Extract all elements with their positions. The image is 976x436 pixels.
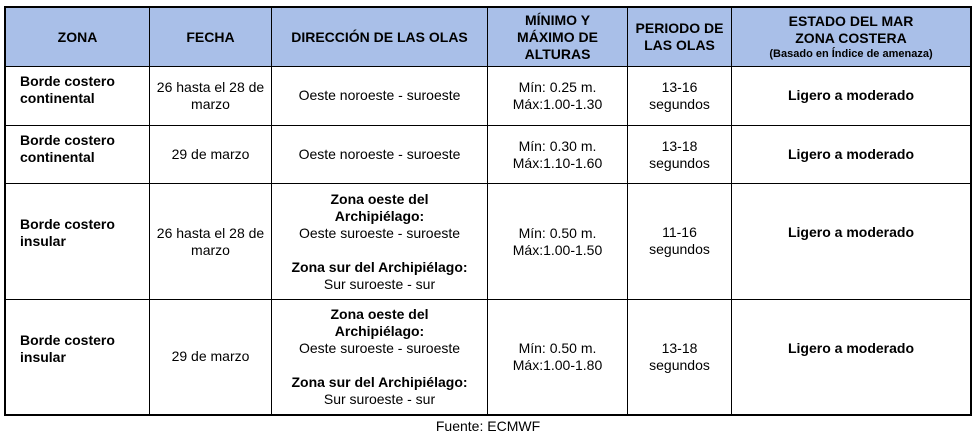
cell-direccion: [272, 299, 488, 414]
cell-zona: [6, 299, 150, 414]
header-estado-line2: ZONA COSTERA: [795, 30, 907, 46]
fecha-line1: 26 hasta el 28 de: [156, 78, 265, 95]
cell-alturas: [488, 299, 628, 414]
periodo-line2: segundos: [649, 96, 710, 112]
cell-direccion: Oeste noroeste - suroeste: [272, 125, 488, 184]
periodo-line2: segundos: [649, 356, 710, 373]
spacer: [274, 357, 485, 374]
cell-estado: Ligero a moderado: [732, 125, 971, 184]
zona-line1: Borde costero: [20, 331, 115, 348]
table-row: [6, 184, 971, 299]
cell-zona: [6, 67, 150, 126]
cell-periodo: [628, 125, 732, 184]
altura-max: Máx:1.00-1.30: [512, 95, 603, 112]
fecha-line2: marzo: [191, 241, 230, 258]
table-row: [6, 125, 971, 184]
table-header-row: [6, 8, 971, 67]
dir-oeste-heading-line1: Zona oeste del: [330, 190, 429, 207]
table-row: [6, 67, 971, 126]
altura-max: Máx:1.00-1.50: [512, 241, 603, 258]
header-estado: [732, 8, 971, 67]
header-direccion: DIRECCIÓN DE LAS OLAS: [272, 8, 488, 67]
periodo-line1: 11-16: [662, 224, 697, 241]
cell-periodo: [628, 67, 732, 126]
source-caption: Fuente: ECMWF: [435, 418, 541, 434]
zona-line1: Borde costero: [20, 73, 115, 89]
cell-zona: [6, 125, 150, 184]
cell-alturas: [488, 125, 628, 184]
dir-oeste-value: Oeste suroeste - suroeste: [298, 339, 461, 356]
header-alturas: [488, 8, 628, 67]
cell-alturas: [488, 184, 628, 299]
dir-sur-heading: Zona sur del Archipiélago:: [291, 258, 468, 275]
cell-estado: Ligero a moderado: [732, 67, 971, 126]
zona-line2: continental: [20, 90, 95, 106]
header-alturas-line1: MÍNIMO Y: [524, 11, 591, 28]
dir-oeste-heading-line2: Archipiélago:: [334, 207, 425, 224]
cell-fecha: [150, 67, 272, 126]
zona-line2: insular: [20, 233, 66, 250]
dir-sur-heading: Zona sur del Archipiélago:: [291, 373, 468, 390]
table-row: [6, 299, 971, 414]
dir-oeste-value: Oeste suroeste - suroeste: [298, 224, 461, 241]
spacer: [274, 242, 485, 259]
dir-oeste-heading-line1: Zona oeste del: [330, 305, 429, 322]
fecha-line2: marzo: [191, 95, 230, 112]
forecast-table-container: [4, 6, 972, 416]
altura-min: Mín: 0.50 m.: [518, 339, 597, 356]
dir-oeste-heading-line2: Archipiélago:: [334, 322, 425, 339]
fecha-line1: 26 hasta el 28 de: [156, 224, 265, 241]
header-periodo-line1: PERIODO DE: [635, 20, 724, 36]
wave-forecast-table: [5, 7, 971, 415]
altura-max: Máx:1.00-1.80: [512, 356, 603, 373]
cell-periodo: [628, 299, 732, 414]
periodo-line2: segundos: [649, 154, 710, 171]
altura-min: Mín: 0.25 m.: [518, 78, 597, 95]
cell-estado: Ligero a moderado: [732, 299, 971, 414]
header-fecha: FECHA: [150, 8, 272, 67]
cell-fecha: 29 de marzo: [150, 299, 272, 414]
altura-max: Máx:1.10-1.60: [512, 154, 603, 171]
zona-line2: continental: [20, 148, 95, 165]
cell-estado: Ligero a moderado: [732, 184, 971, 299]
zona-line1: Borde costero: [20, 216, 115, 233]
cell-fecha: 29 de marzo: [150, 125, 272, 184]
cell-periodo: [628, 184, 732, 299]
dir-sur-value: Sur suroeste - sur: [323, 275, 436, 292]
cell-alturas: [488, 67, 628, 126]
header-alturas-line2: MÁXIMO DE: [517, 28, 598, 45]
cell-fecha: [150, 184, 272, 299]
header-estado-subtitle: (Basado en Índice de amenaza): [769, 48, 933, 60]
periodo-line1: 13-18: [661, 339, 698, 356]
zona-line2: insular: [20, 348, 66, 365]
header-zona: ZONA: [6, 8, 150, 67]
header-periodo: [628, 8, 732, 67]
cell-direccion: [272, 184, 488, 299]
dir-sur-value: Sur suroeste - sur: [323, 390, 436, 407]
periodo-line2: segundos: [649, 241, 710, 258]
header-estado-line1: ESTADO DEL MAR: [788, 13, 914, 29]
cell-direccion: Oeste noroeste - suroeste: [272, 67, 488, 126]
periodo-line1: 13-18: [661, 137, 698, 154]
zona-line1: Borde costero: [20, 131, 115, 148]
altura-min: Mín: 0.30 m.: [518, 137, 597, 154]
periodo-line1: 13-16: [661, 79, 698, 95]
altura-min: Mín: 0.50 m.: [518, 224, 597, 241]
header-periodo-line2: LAS OLAS: [644, 37, 715, 53]
header-alturas-line3: ALTURAS: [524, 45, 591, 62]
cell-zona: [6, 184, 150, 299]
